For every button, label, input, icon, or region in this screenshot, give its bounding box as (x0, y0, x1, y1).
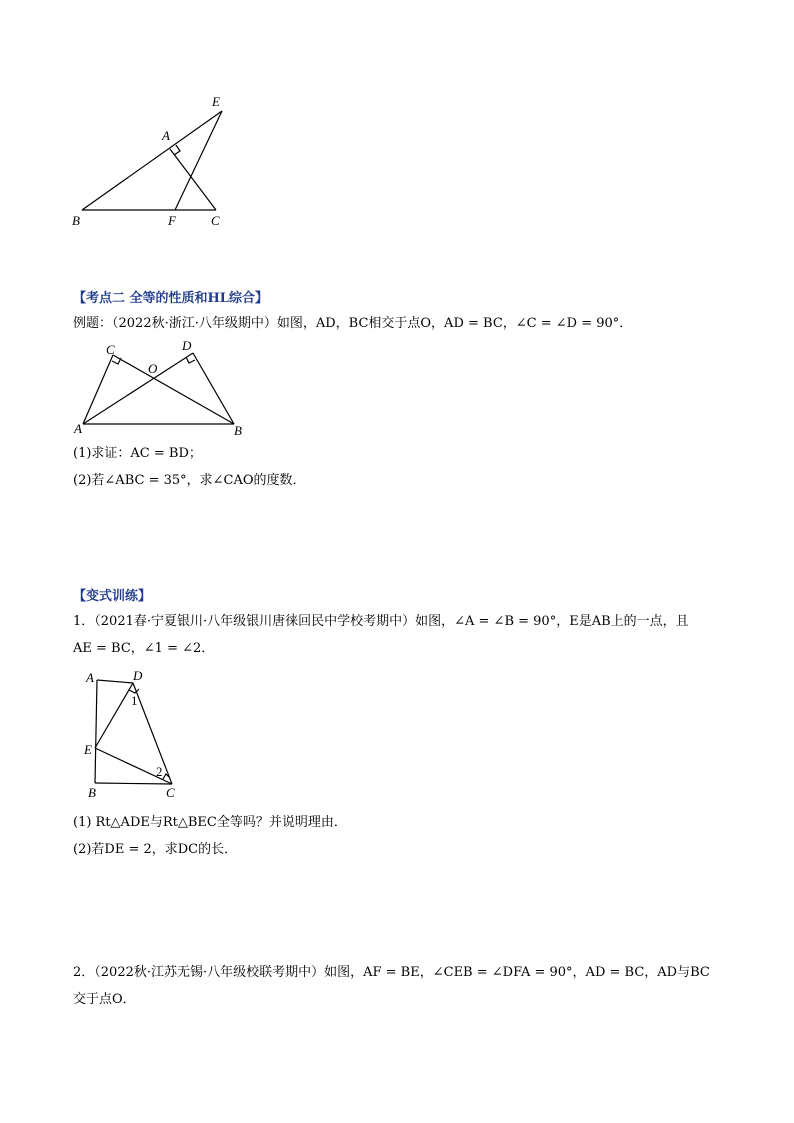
label-angle-1: 1 (131, 693, 138, 708)
problem-2-line-1: 2．（2022秋·江苏无锡·八年级校联考期中）如图，AF = BE，∠CEB = ∠DFA = 90°，AD = BC，AD与BC (73, 965, 710, 980)
segment-ad (97, 680, 133, 683)
section-heading-kaodian2: 【考点二 全等的性质和HL综合】 (73, 291, 268, 306)
question-2: (2)若∠ABC = 35°，求∠CAO的度数． (73, 473, 306, 488)
label-b: B (234, 423, 242, 438)
question-1: (1)求证：AC = BD； (73, 446, 202, 461)
problem-1-question-2: (2)若DE = 2，求DC的长． (73, 842, 238, 857)
label-e: E (84, 742, 92, 757)
label-b: B (88, 785, 96, 800)
label-a: A (162, 128, 170, 143)
problem-1-question-1: (1) Rt△ADE与Rt△BEC全等吗？并说明理由． (73, 815, 347, 830)
label-b: B (72, 213, 80, 228)
label-d: D (133, 668, 143, 683)
segment-bc (95, 783, 172, 784)
problem-1-line-1: 1．（2021春·宁夏银川·八年级银川唐徕回民中学校考期中）如图，∠A = ∠B = 90°，E是AB上的一点，且 (73, 614, 689, 629)
example-text: 例题：（2022秋·浙江·八年级期中）如图，AD，BC相交于点O，AD = BC，∠C = ∠D = 90°． (73, 316, 633, 331)
segment-de (95, 683, 133, 748)
label-f: F (168, 213, 176, 228)
label-c: C (166, 785, 175, 800)
label-c: C (106, 342, 115, 357)
segment-ab (95, 680, 97, 783)
problem-2-line-2: 交于点O． (73, 992, 136, 1007)
section-heading-variant-training: 【变式训练】 (73, 589, 152, 604)
label-d: D (182, 338, 192, 353)
label-c: C (211, 213, 220, 228)
label-a: A (74, 421, 82, 436)
label-e: E (212, 94, 220, 109)
label-angle-2: 2 (156, 764, 163, 779)
label-o: O (148, 361, 158, 376)
label-a: A (86, 670, 94, 685)
problem-1-line-2: AE = BC，∠1 = ∠2． (73, 641, 215, 656)
